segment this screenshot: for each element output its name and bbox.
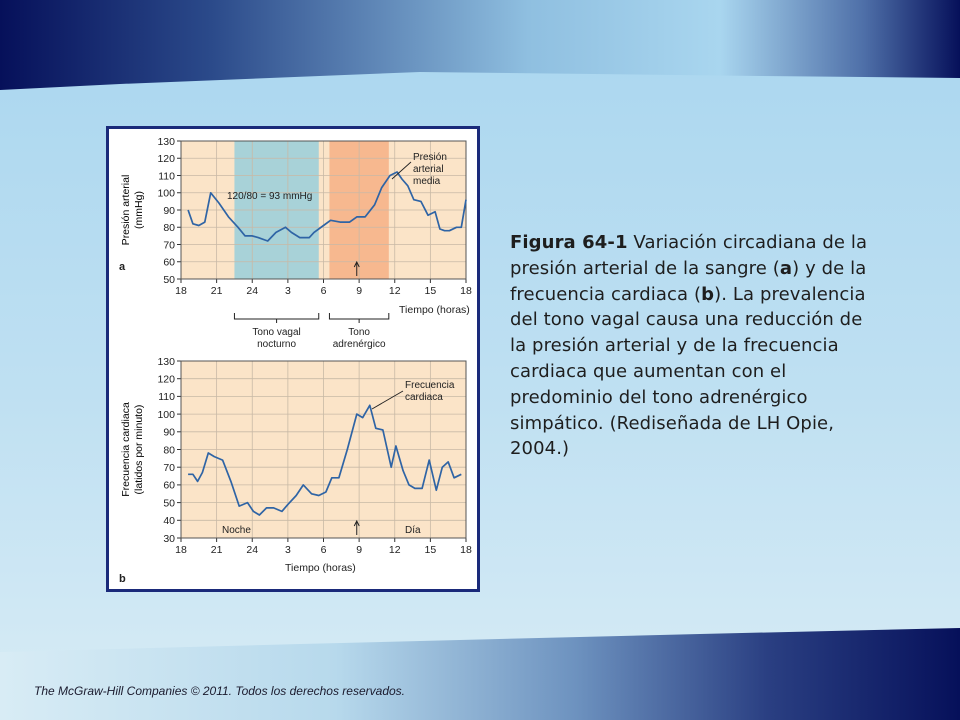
x-tick-label: 18 [460, 544, 472, 556]
x-tick-label: 18 [175, 544, 187, 556]
y-tick-label: 80 [163, 222, 175, 235]
panel-label-b: b [119, 573, 126, 585]
x-tick-label: 9 [356, 285, 363, 297]
x-tick-label: 12 [388, 285, 401, 297]
y-tick-label: 70 [163, 239, 175, 252]
y-tick-label: 120 [157, 153, 175, 166]
y-axis-title-a [120, 175, 145, 246]
y-axis-title-line-1: Presión arterial [120, 174, 132, 246]
y-tick-label: 120 [157, 373, 175, 386]
y-tick-label: 110 [158, 391, 175, 404]
mean-pressure-note: 120/80 = 93 mmHg [227, 191, 313, 202]
y-axis-title-line-1: Frecuencia cardiaca [120, 402, 132, 497]
y-tick-label: 50 [163, 497, 175, 510]
annotation-frecuencia-2: cardiaca [405, 392, 443, 403]
y-axis-title-line-2: (latidos por minuto) [133, 404, 145, 495]
band-label-adrenergic-2: adrenérgico [332, 339, 386, 350]
y-tick-label: 30 [163, 532, 175, 545]
panel-label-a: a [119, 261, 126, 273]
caption-text-1: Variación circadiana de la presión arterial de la sangre ( [510, 232, 868, 279]
y-tick-label: 130 [157, 135, 175, 148]
band-label-vagal-2: nocturno [257, 339, 297, 350]
chart-figure [109, 129, 477, 589]
copyright-footer: The McGraw-Hill Companies © 2011. Todos los derechos reservados. [34, 684, 406, 698]
x-axis-title-a: Tiempo (horas) [399, 304, 470, 316]
x-tick-label: 3 [284, 285, 291, 297]
caption-text-3: ). La prevalencia del tono vagal causa una reducción de la presión arterial y de la frecuencia cardiaca que aumentan con el predominio del tono adrenérgico simpático. (Rediseñada de LH Opie, 2004.) [510, 283, 866, 460]
x-tick-label: 6 [320, 544, 327, 556]
label-noche: Noche [222, 525, 251, 536]
x-tick-label: 21 [210, 285, 223, 297]
label-dia: Día [405, 525, 421, 536]
y-tick-label: 90 [163, 426, 175, 439]
bracket-adrenergic [329, 313, 388, 319]
x-tick-label: 21 [210, 544, 223, 556]
caption-panel-b: b [701, 283, 715, 305]
x-tick-label: 18 [460, 285, 472, 297]
figure-caption [510, 230, 870, 462]
x-tick-label: 9 [356, 544, 363, 556]
x-tick-label: 6 [320, 285, 327, 297]
caption-label: Figura 64-1 [510, 232, 628, 253]
y-tick-label: 90 [163, 204, 175, 217]
top-gradient-bar [0, 0, 960, 90]
annotation-presion-1: Presión [413, 152, 447, 163]
y-tick-label: 100 [157, 408, 175, 421]
y-tick-label: 60 [163, 256, 175, 269]
x-tick-label: 15 [424, 285, 437, 297]
y-tick-label: 70 [163, 462, 175, 474]
x-tick-label: 15 [424, 544, 437, 556]
y-tick-label: 60 [163, 479, 175, 492]
band-label-vagal-1: Tono vagal [252, 327, 301, 338]
x-tick-label: 18 [175, 285, 187, 297]
y-tick-label: 40 [163, 515, 175, 528]
y-tick-label: 50 [163, 273, 175, 286]
annotation-presion-3: media [413, 176, 441, 187]
y-tick-label: 110 [158, 170, 175, 183]
y-axis-title-b [120, 402, 145, 497]
x-tick-label: 12 [388, 544, 401, 556]
x-tick-label: 3 [284, 544, 291, 556]
caption-panel-a: a [779, 257, 793, 279]
x-tick-label: 24 [246, 285, 259, 297]
bracket-vagal [234, 313, 318, 319]
bottom-gradient-bar [0, 628, 960, 720]
annotation-frecuencia-1: Frecuencia [405, 380, 455, 391]
y-axis-title-line-2: (mmHg) [133, 191, 145, 229]
y-tick-label: 80 [163, 444, 175, 457]
x-axis-title-b: Tiempo (horas) [285, 562, 356, 574]
annotation-presion-2: arterial [413, 164, 444, 175]
y-tick-label: 130 [157, 355, 175, 368]
y-tick-label: 100 [157, 187, 175, 200]
caption-text-2: ) y de la frecuencia cardiaca ( [510, 257, 867, 305]
band-label-adrenergic-1: Tono [348, 327, 370, 338]
figure-frame [106, 126, 480, 592]
x-tick-label: 24 [246, 544, 259, 556]
